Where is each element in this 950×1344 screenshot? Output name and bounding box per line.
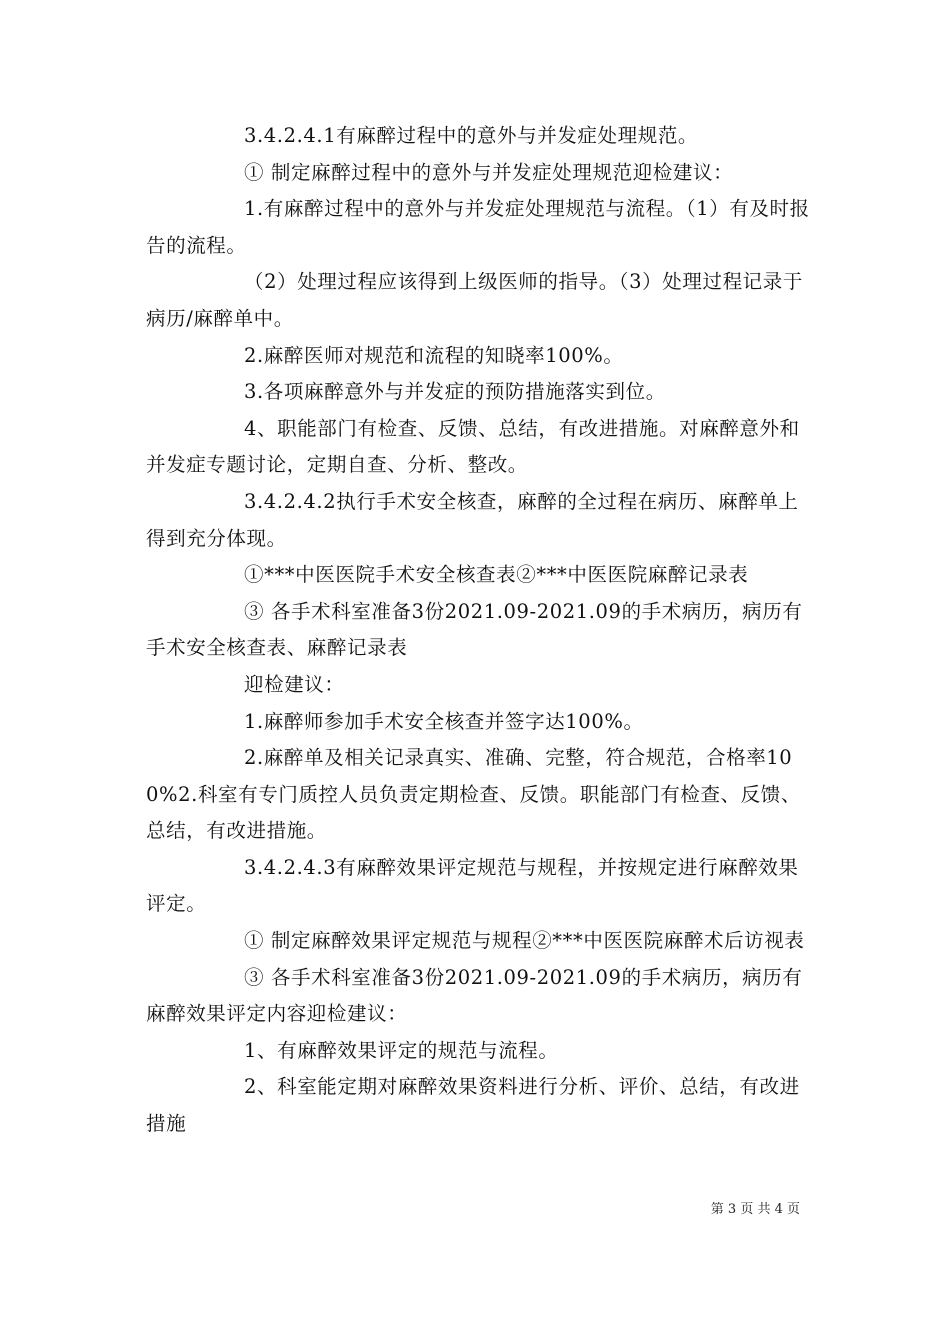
- paragraph-17: 1、有麻醉效果评定的规范与流程。: [244, 1038, 559, 1062]
- paragraph-5: 2.麻醉医师对规范和流程的知晓率100%。: [244, 343, 624, 367]
- paragraph-12: 1.麻醉师参加手术安全核查并签字达100%。: [244, 709, 644, 733]
- paragraph-15: ① 制定麻醉效果评定规范与规程②***中医医院麻醉术后访视表: [244, 929, 805, 953]
- paragraph-4: （2）处理过程应该得到上级医师的指导。（3）处理过程记录于病历/麻醉单中。: [146, 270, 803, 330]
- paragraph-3: 1.有麻醉过程中的意外与并发症处理规范与流程。（1）有及时报告的流程。: [146, 197, 810, 257]
- paragraph-7: 4、职能部门有检查、反馈、总结，有改进措施。对麻醉意外和并发症专题讨论，定期自查、分析、整改。: [146, 416, 800, 477]
- paragraph-14: 3.4.2.4.3有麻醉效果评定规范与规程，并按规定进行麻醉效果评定。: [146, 855, 799, 916]
- document-body: [146, 118, 810, 1143]
- page-number-footer: 第 3 页 共 4 页: [710, 1202, 800, 1217]
- paragraph-16: ③ 各手术科室准备3份2021.09-2021.09的手术病历，病历有麻醉效果评定内容迎检建议：: [146, 965, 803, 1026]
- paragraph-18: 2、科室能定期对麻醉效果资料进行分析、评价、总结，有改进措施: [146, 1075, 800, 1136]
- paragraph-10: ③ 各手术科室准备3份2021.09-2021.09的手术病历，病历有手术安全核查表、麻醉记录表: [146, 599, 803, 660]
- paragraph-6: 3.各项麻醉意外与并发症的预防措施落实到位。: [244, 380, 666, 404]
- paragraph-11: 迎检建议：: [244, 672, 345, 696]
- paragraph-8: 3.4.2.4.2执行手术安全核查，麻醉的全过程在病历、麻醉单上得到充分体现。: [146, 489, 799, 550]
- paragraph-9: ①***中医医院手术安全核查表②***中医医院麻醉记录表: [244, 563, 749, 587]
- paragraph-1: 3.4.2.4.1有麻醉过程中的意外与并发症处理规范。: [244, 124, 699, 147]
- paragraph-2: ① 制定麻醉过程中的意外与并发症处理规范迎检建议：: [244, 160, 734, 184]
- paragraph-13: 2.麻醉单及相关记录真实、准确、完整，符合规范，合格率100%2.科室有专门质控人员负责定期检查、反馈。职能部门有检查、反馈、总结，有改进措施。: [146, 746, 801, 843]
